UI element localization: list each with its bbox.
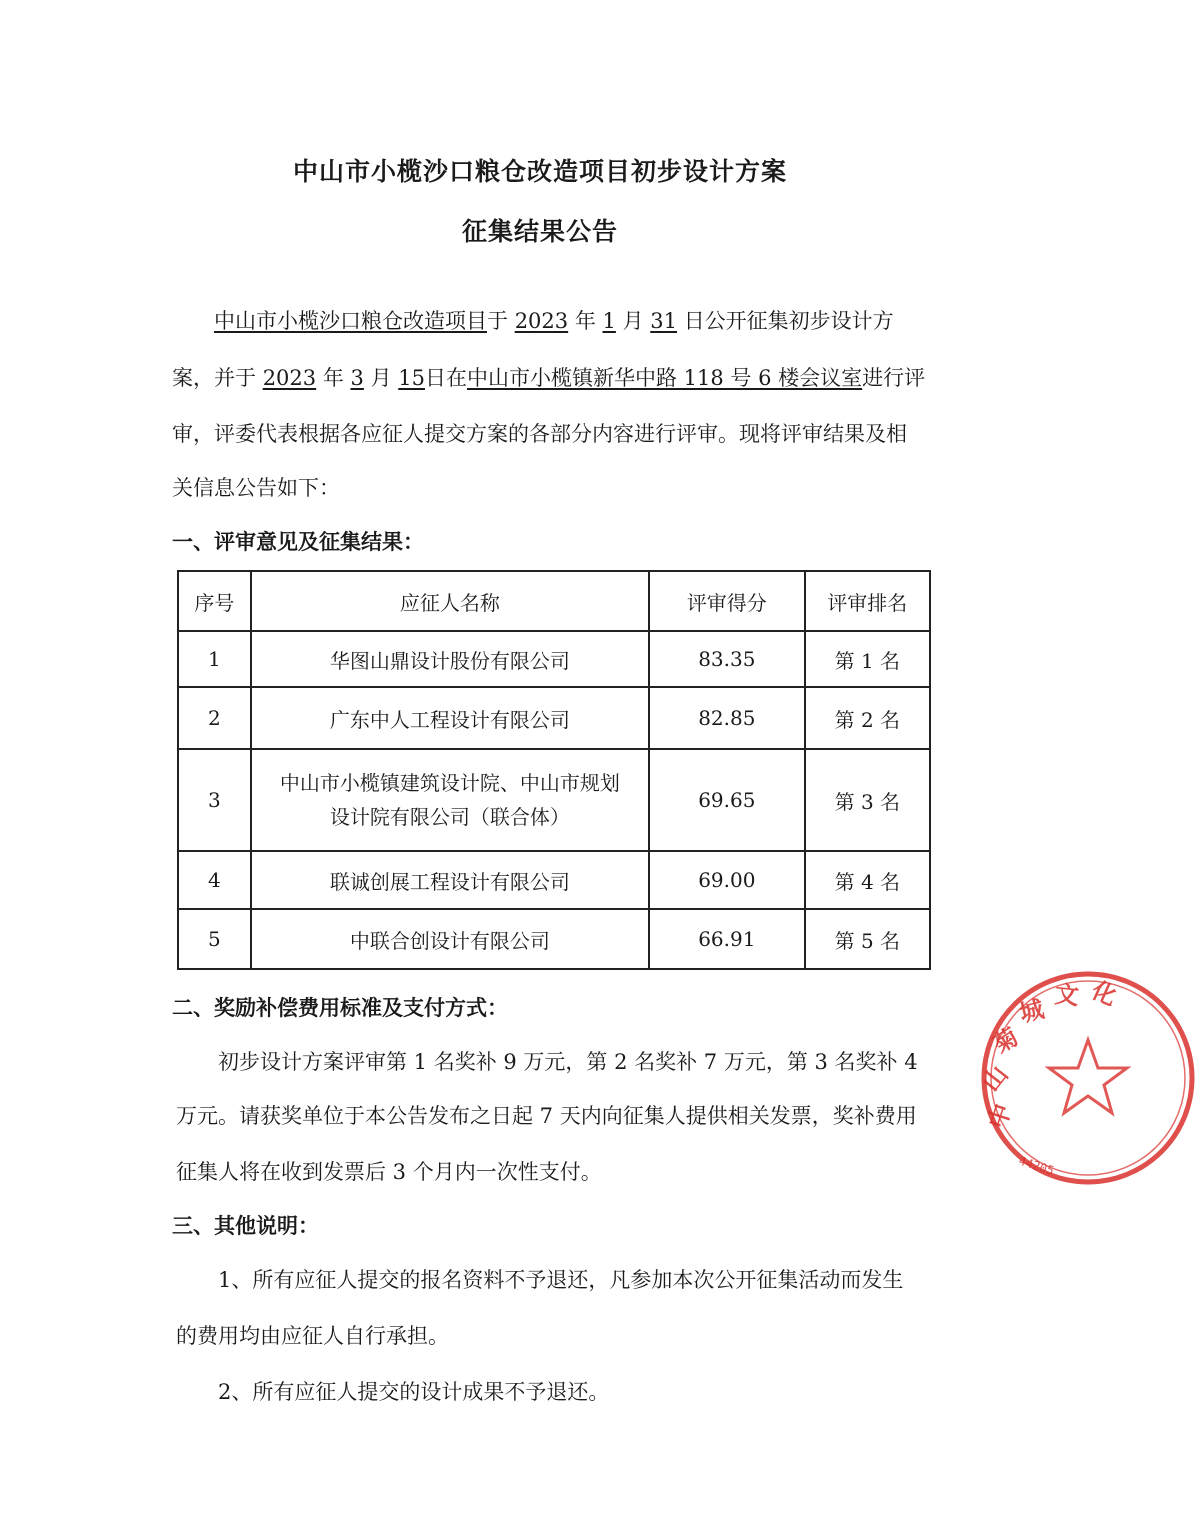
cell-score: 83.35: [649, 631, 805, 687]
header-name: 应征人名称: [251, 571, 649, 631]
section2-line-2: 万元。请获奖单位于本公告发布之日起 7 天内向征集人提供相关发票，奖补费用: [176, 1104, 917, 1128]
section1-heading: 一、评审意见及征集结果：: [172, 530, 424, 554]
section3-item1-line-2: 的费用均由应征人自行承担。: [176, 1324, 449, 1348]
cell-name-line2: 设计院有限公司（联合体）: [329, 805, 570, 829]
publish-day: 31: [650, 309, 677, 333]
cell-score: 82.85: [649, 687, 805, 749]
result-table: [177, 570, 931, 970]
intro-line-2: 案，并于 2023 年 3 月 15日在中山市小榄镇新华中路 118 号 6 楼会议室进行评: [172, 366, 926, 390]
cell-rank: 第 4 名: [805, 851, 930, 909]
intro-line-1: 中山市小榄沙口粮仓改造项目于 2023 年 1 月 31 日公开征集初步设计方: [214, 309, 894, 333]
header-no: 序号: [178, 571, 251, 631]
table-row: [178, 631, 930, 687]
table-row: [178, 909, 930, 969]
cell-name: 华图山鼎设计股份有限公司: [251, 631, 649, 687]
cell-rank: 第 1 名: [805, 631, 930, 687]
cell-name: 广东中人工程设计有限公司: [251, 687, 649, 749]
cell-score: 69.65: [649, 749, 805, 851]
cell-rank: 第 5 名: [805, 909, 930, 969]
svg-text:中: 中: [983, 1100, 1018, 1132]
document-subtitle: 征集结果公告: [461, 217, 618, 246]
review-day: 15: [398, 366, 425, 390]
review-year: 2023: [262, 366, 317, 390]
project-name: 中山市小榄沙口粮仓改造项目: [214, 309, 487, 333]
table-header-row: [178, 571, 930, 631]
table-row: [178, 687, 930, 749]
cell-no: 2: [178, 687, 251, 749]
table-row: [178, 851, 930, 909]
intro-line-3: 审，评委代表根据各应征人提交方案的各部分内容进行评审。现将评审结果及相: [172, 422, 907, 446]
header-score: 评审得分: [649, 571, 805, 631]
section3-item2: 2、所有应征人提交的设计成果不予退还。: [218, 1380, 610, 1404]
section2-line-1: 初步设计方案评审第 1 名奖补 9 万元，第 2 名奖补 7 万元，第 3 名奖补 4: [218, 1050, 918, 1074]
cell-no: 1: [178, 631, 251, 687]
svg-text:山: 山: [976, 1060, 1014, 1097]
cell-no: 4: [178, 851, 251, 909]
section3-heading: 三、其他说明：: [172, 1214, 319, 1238]
cell-name: [251, 749, 649, 851]
cell-rank: 第 2 名: [805, 687, 930, 749]
document-title: 中山市小榄沙口粮仓改造项目初步设计方案: [292, 157, 787, 186]
section2-line-3: 征集人将在收到发票后 3 个月内一次性支付。: [176, 1160, 602, 1184]
publish-month: 1: [602, 309, 616, 333]
svg-text:化: 化: [1087, 975, 1121, 1012]
official-seal-icon: [978, 968, 1198, 1188]
cell-score: 69.00: [649, 851, 805, 909]
review-place: 中山市小榄镇新华中路 118 号 6 楼会议室: [467, 366, 863, 390]
table-row: [178, 749, 930, 851]
cell-name: 中联合创设计有限公司: [251, 909, 649, 969]
svg-text:城: 城: [1016, 994, 1047, 1028]
cell-no: 3: [178, 749, 251, 851]
svg-text:菊: 菊: [988, 1022, 1024, 1060]
cell-no: 5: [178, 909, 251, 969]
section3-item1-line-1: 1、所有应征人提交的报名资料不予退还，凡参加本次公开征集活动而发生: [218, 1268, 904, 1292]
header-rank: 评审排名: [805, 571, 930, 631]
cell-rank: 第 3 名: [805, 749, 930, 851]
svg-text:44205: 44205: [1017, 1153, 1056, 1179]
section2-heading: 二、奖励补偿费用标准及支付方式：: [172, 996, 508, 1020]
publish-year: 2023: [514, 309, 569, 333]
cell-score: 66.91: [649, 909, 805, 969]
cell-name: 联诚创展工程设计有限公司: [251, 851, 649, 909]
review-month: 3: [350, 366, 364, 390]
intro-line-4: 关信息公告如下：: [172, 476, 340, 500]
cell-name-line1: 中山市小榄镇建筑设计院、中山市规划: [279, 771, 620, 795]
svg-text:文: 文: [1053, 980, 1081, 1011]
